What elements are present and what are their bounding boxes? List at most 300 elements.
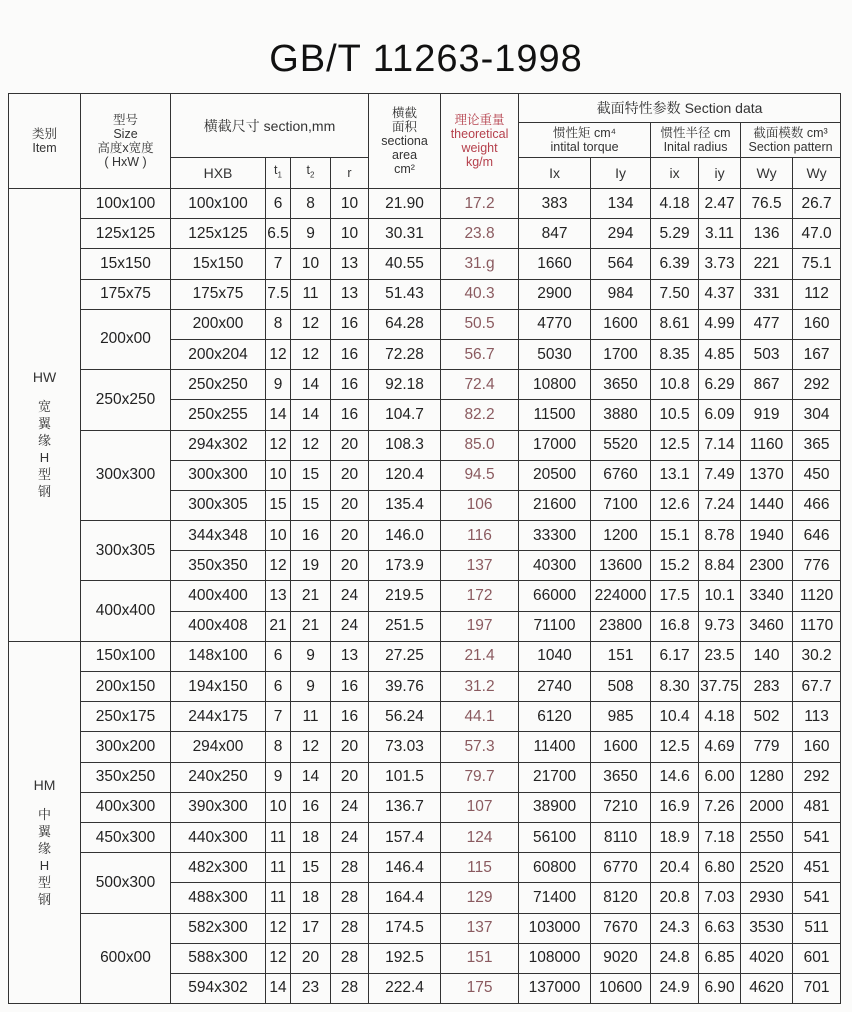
- cell-wx: 477: [741, 309, 793, 339]
- cell-wx: 136: [741, 219, 793, 249]
- cell-t2: 21: [291, 581, 331, 611]
- cell-ix: 1660: [519, 249, 591, 279]
- cell-iy: 5520: [591, 430, 651, 460]
- cell-r: 28: [331, 943, 369, 973]
- cell-ix: 4.18: [651, 189, 699, 219]
- cell-area: 222.4: [369, 973, 441, 1003]
- cell-r: 16: [331, 702, 369, 732]
- cell-size: 175x75: [81, 279, 171, 309]
- cell-t2: 14: [291, 762, 331, 792]
- group-char: 钢: [37, 891, 51, 907]
- header-inertia-en: intital torque: [550, 140, 619, 154]
- cell-r: 16: [331, 370, 369, 400]
- cell-hxb: 488x300: [171, 883, 266, 913]
- cell-hxb: 300x300: [171, 460, 266, 490]
- cell-size: 350x250: [81, 762, 171, 792]
- cell-wy: 160: [793, 309, 841, 339]
- header-area-en1: sectiona: [381, 134, 428, 148]
- header-t2-sub: 2: [310, 170, 315, 180]
- cell-iy: 8120: [591, 883, 651, 913]
- header-section-mm: 横截尺寸 section,mm: [171, 94, 369, 158]
- cell-iy: 6.29: [699, 370, 741, 400]
- cell-ix: 20.4: [651, 853, 699, 883]
- cell-wx: 919: [741, 400, 793, 430]
- cell-wy: 450: [793, 460, 841, 490]
- cell-iy: 10600: [591, 973, 651, 1003]
- cell-iy: 4.18: [699, 702, 741, 732]
- cell-wy: 701: [793, 973, 841, 1003]
- cell-hxb: 100x100: [171, 189, 266, 219]
- cell-wy: 511: [793, 913, 841, 943]
- cell-iy: 4.69: [699, 732, 741, 762]
- cell-weight: 44.1: [441, 702, 519, 732]
- cell-t2: 10: [291, 249, 331, 279]
- cell-iy: 134: [591, 189, 651, 219]
- cell-size: 400x400: [81, 581, 171, 641]
- cell-iy: 7.03: [699, 883, 741, 913]
- cell-wy: 167: [793, 339, 841, 369]
- table-row: [9, 249, 841, 279]
- cell-wx: 3530: [741, 913, 793, 943]
- table-row: [9, 219, 841, 249]
- cell-iy: 10.1: [699, 581, 741, 611]
- header-size-dims-en: ( HxW ): [104, 155, 147, 169]
- cell-r: 24: [331, 611, 369, 641]
- cell-r: 13: [331, 249, 369, 279]
- cell-t2: 8: [291, 189, 331, 219]
- cell-area: 120.4: [369, 460, 441, 490]
- cell-t2: 9: [291, 219, 331, 249]
- cell-hxb: 588x300: [171, 943, 266, 973]
- cell-t1: 7: [266, 702, 291, 732]
- cell-t1: 12: [266, 551, 291, 581]
- cell-r: 28: [331, 853, 369, 883]
- cell-hxb: 200x00: [171, 309, 266, 339]
- cell-wy: 26.7: [793, 189, 841, 219]
- cell-ix: 11400: [519, 732, 591, 762]
- cell-wy: 481: [793, 792, 841, 822]
- cell-t1: 9: [266, 370, 291, 400]
- cell-iy: 4.85: [699, 339, 741, 369]
- cell-ix: 8.35: [651, 339, 699, 369]
- cell-iy: 23800: [591, 611, 651, 641]
- header-radius: [651, 123, 741, 158]
- cell-wy: 776: [793, 551, 841, 581]
- cell-wy: 541: [793, 822, 841, 852]
- cell-iy: 984: [591, 279, 651, 309]
- table-row: [9, 913, 841, 943]
- group-label-hm: [9, 641, 81, 1003]
- cell-wy: 365: [793, 430, 841, 460]
- cell-t2: 19: [291, 551, 331, 581]
- cell-ix: 2900: [519, 279, 591, 309]
- group-char: 宽: [37, 399, 51, 415]
- cell-weight: 82.2: [441, 400, 519, 430]
- cell-area: 108.3: [369, 430, 441, 460]
- header-r: r: [331, 158, 369, 189]
- cell-iy: 3650: [591, 762, 651, 792]
- cell-wx: 867: [741, 370, 793, 400]
- cell-iy: 8110: [591, 822, 651, 852]
- cell-ix: 11500: [519, 400, 591, 430]
- cell-ix: 15.1: [651, 521, 699, 551]
- cell-area: 164.4: [369, 883, 441, 913]
- cell-hxb: 148x100: [171, 641, 266, 671]
- cell-t1: 7: [266, 249, 291, 279]
- cell-weight: 31.2: [441, 672, 519, 702]
- cell-t2: 16: [291, 521, 331, 551]
- cell-wy: 75.1: [793, 249, 841, 279]
- group-char: 钢: [37, 484, 51, 500]
- cell-hxb: 294x00: [171, 732, 266, 762]
- cell-ix: 40300: [519, 551, 591, 581]
- cell-ix: 18.9: [651, 822, 699, 852]
- cell-t1: 6: [266, 672, 291, 702]
- cell-weight: 151: [441, 943, 519, 973]
- cell-t1: 15: [266, 490, 291, 520]
- cell-iy: 7.14: [699, 430, 741, 460]
- cell-wy: 292: [793, 370, 841, 400]
- header-section-data: 截面特性参数 Section data: [519, 94, 841, 123]
- cell-area: 51.43: [369, 279, 441, 309]
- cell-iy: 7.26: [699, 792, 741, 822]
- cell-ix: 10800: [519, 370, 591, 400]
- cell-wx: 331: [741, 279, 793, 309]
- group-char: 翼: [37, 416, 51, 432]
- cell-area: 56.24: [369, 702, 441, 732]
- table-header: [9, 94, 841, 189]
- cell-wy: 113: [793, 702, 841, 732]
- group-char: 型: [37, 874, 51, 890]
- cell-ix: 10.4: [651, 702, 699, 732]
- cell-iy: 7.18: [699, 822, 741, 852]
- cell-t1: 21: [266, 611, 291, 641]
- cell-ix: 15.2: [651, 551, 699, 581]
- table-row: [9, 279, 841, 309]
- header-Ix: Ix: [519, 158, 591, 189]
- cell-ix: 16.9: [651, 792, 699, 822]
- cell-area: 251.5: [369, 611, 441, 641]
- cell-iy: 23.5: [699, 641, 741, 671]
- cell-weight: 129: [441, 883, 519, 913]
- cell-ix: 21600: [519, 490, 591, 520]
- cell-r: 20: [331, 430, 369, 460]
- cell-wx: 1280: [741, 762, 793, 792]
- cell-wy: 451: [793, 853, 841, 883]
- cell-iy: 1700: [591, 339, 651, 369]
- cell-ix: 33300: [519, 521, 591, 551]
- cell-size: 200x150: [81, 672, 171, 702]
- cell-area: 173.9: [369, 551, 441, 581]
- cell-r: 28: [331, 883, 369, 913]
- cell-wy: 30.2: [793, 641, 841, 671]
- cell-ix: 6.39: [651, 249, 699, 279]
- cell-iy: 3650: [591, 370, 651, 400]
- header-area: [369, 94, 441, 189]
- cell-area: 192.5: [369, 943, 441, 973]
- cell-iy: 7670: [591, 913, 651, 943]
- cell-wy: 47.0: [793, 219, 841, 249]
- cell-t2: 12: [291, 430, 331, 460]
- cell-hxb: 400x400: [171, 581, 266, 611]
- cell-r: 10: [331, 189, 369, 219]
- cell-weight: 57.3: [441, 732, 519, 762]
- table-row: [9, 370, 841, 400]
- cell-iy: 6760: [591, 460, 651, 490]
- cell-ix: 2740: [519, 672, 591, 702]
- cell-t1: 12: [266, 943, 291, 973]
- header-area-cn1: 横截: [392, 106, 418, 120]
- cell-area: 73.03: [369, 732, 441, 762]
- cell-size: 300x200: [81, 732, 171, 762]
- cell-r: 20: [331, 551, 369, 581]
- steel-spec-table: [8, 93, 841, 1004]
- group-char: H: [39, 450, 50, 466]
- cell-ix: 56100: [519, 822, 591, 852]
- cell-t2: 12: [291, 309, 331, 339]
- header-area-en2: area: [392, 148, 418, 162]
- cell-t2: 15: [291, 460, 331, 490]
- cell-weight: 17.2: [441, 189, 519, 219]
- cell-iy: 1600: [591, 732, 651, 762]
- cell-t2: 14: [291, 400, 331, 430]
- cell-weight: 79.7: [441, 762, 519, 792]
- cell-wx: 1160: [741, 430, 793, 460]
- cell-hxb: 194x150: [171, 672, 266, 702]
- cell-weight: 116: [441, 521, 519, 551]
- cell-area: 174.5: [369, 913, 441, 943]
- cell-weight: 197: [441, 611, 519, 641]
- cell-t1: 10: [266, 460, 291, 490]
- cell-area: 135.4: [369, 490, 441, 520]
- cell-t2: 12: [291, 339, 331, 369]
- cell-area: 219.5: [369, 581, 441, 611]
- header-area-unit: cm²: [394, 162, 415, 176]
- cell-hxb: 482x300: [171, 853, 266, 883]
- header-inertia: [519, 123, 651, 158]
- cell-ix: 108000: [519, 943, 591, 973]
- cell-t1: 8: [266, 309, 291, 339]
- cell-ix: 5030: [519, 339, 591, 369]
- cell-ix: 24.9: [651, 973, 699, 1003]
- cell-r: 28: [331, 913, 369, 943]
- cell-t1: 12: [266, 913, 291, 943]
- cell-weight: 124: [441, 822, 519, 852]
- cell-t1: 6: [266, 641, 291, 671]
- cell-area: 21.90: [369, 189, 441, 219]
- cell-size: 500x300: [81, 853, 171, 913]
- cell-ix: 8.61: [651, 309, 699, 339]
- cell-iy: 8.84: [699, 551, 741, 581]
- cell-weight: 21.4: [441, 641, 519, 671]
- cell-hxb: 240x250: [171, 762, 266, 792]
- cell-wy: 646: [793, 521, 841, 551]
- header-item: [9, 94, 81, 189]
- cell-wy: 1120: [793, 581, 841, 611]
- cell-size: 125x125: [81, 219, 171, 249]
- cell-iy: 6.00: [699, 762, 741, 792]
- cell-size: 15x150: [81, 249, 171, 279]
- cell-area: 72.28: [369, 339, 441, 369]
- group-char: 缘: [37, 840, 51, 856]
- cell-hxb: 294x302: [171, 430, 266, 460]
- cell-t1: 6: [266, 189, 291, 219]
- cell-t2: 9: [291, 641, 331, 671]
- cell-iy: 2.47: [699, 189, 741, 219]
- cell-ix: 24.8: [651, 943, 699, 973]
- header-t1-label: t: [274, 163, 278, 178]
- cell-wx: 2550: [741, 822, 793, 852]
- header-t1-sub: 1: [277, 170, 282, 180]
- group-char: H: [39, 857, 50, 873]
- cell-t1: 10: [266, 792, 291, 822]
- page-title: GB/T 11263-1998: [269, 38, 583, 80]
- cell-t1: 12: [266, 430, 291, 460]
- table-row: [9, 189, 841, 219]
- cell-size: 300x300: [81, 430, 171, 521]
- cell-r: 13: [331, 641, 369, 671]
- cell-weight: 106: [441, 490, 519, 520]
- cell-t1: 13: [266, 581, 291, 611]
- header-size-en: Size: [113, 127, 138, 141]
- cell-hxb: 200x204: [171, 339, 266, 369]
- header-modulus-cn: 截面模数 cm³: [753, 126, 828, 140]
- cell-hxb: 594x302: [171, 973, 266, 1003]
- cell-ix: 17000: [519, 430, 591, 460]
- cell-hxb: 344x348: [171, 521, 266, 551]
- cell-wy: 601: [793, 943, 841, 973]
- cell-weight: 137: [441, 551, 519, 581]
- header-radius-en: Inital radius: [663, 140, 728, 154]
- cell-wx: 4020: [741, 943, 793, 973]
- cell-hxb: 582x300: [171, 913, 266, 943]
- cell-r: 16: [331, 309, 369, 339]
- cell-wy: 1170: [793, 611, 841, 641]
- header-weight-en2: weight: [461, 141, 498, 155]
- cell-t2: 15: [291, 490, 331, 520]
- cell-wx: 76.5: [741, 189, 793, 219]
- cell-hxb: 390x300: [171, 792, 266, 822]
- cell-weight: 40.3: [441, 279, 519, 309]
- header-wy2: Wy: [793, 158, 841, 189]
- cell-ix: 8.30: [651, 672, 699, 702]
- cell-wx: 2300: [741, 551, 793, 581]
- header-radius-cn: 惯性半径 cm: [660, 126, 731, 140]
- cell-t1: 7.5: [266, 279, 291, 309]
- cell-t1: 11: [266, 853, 291, 883]
- cell-hxb: 175x75: [171, 279, 266, 309]
- cell-t1: 14: [266, 400, 291, 430]
- cell-t1: 11: [266, 822, 291, 852]
- cell-iy: 224000: [591, 581, 651, 611]
- cell-iy: 7100: [591, 490, 651, 520]
- cell-iy: 6.85: [699, 943, 741, 973]
- header-t1: [266, 158, 291, 189]
- header-weight-cn: 理论重量: [454, 113, 505, 127]
- header-weight: [441, 94, 519, 189]
- header-modulus: [741, 123, 841, 158]
- cell-ix: 103000: [519, 913, 591, 943]
- table-row: [9, 762, 841, 792]
- cell-iy: 9.73: [699, 611, 741, 641]
- cell-ix: 71100: [519, 611, 591, 641]
- cell-iy: 7.24: [699, 490, 741, 520]
- cell-ix: 13.1: [651, 460, 699, 490]
- cell-iy: 37.75: [699, 672, 741, 702]
- cell-ix: 12.5: [651, 430, 699, 460]
- cell-t1: 14: [266, 973, 291, 1003]
- cell-area: 157.4: [369, 822, 441, 852]
- cell-iy: 151: [591, 641, 651, 671]
- cell-ix: 137000: [519, 973, 591, 1003]
- cell-iy: 564: [591, 249, 651, 279]
- cell-ix: 10.5: [651, 400, 699, 430]
- cell-wx: 779: [741, 732, 793, 762]
- cell-r: 24: [331, 581, 369, 611]
- cell-r: 16: [331, 339, 369, 369]
- cell-weight: 137: [441, 913, 519, 943]
- cell-t2: 11: [291, 702, 331, 732]
- cell-size: 600x00: [81, 913, 171, 1004]
- cell-weight: 107: [441, 792, 519, 822]
- cell-ix: 24.3: [651, 913, 699, 943]
- header-modulus-en: Section pattern: [748, 140, 833, 154]
- header-size: [81, 94, 171, 189]
- cell-iy: 6770: [591, 853, 651, 883]
- cell-t1: 8: [266, 732, 291, 762]
- cell-size: 300x305: [81, 521, 171, 581]
- table-row: [9, 822, 841, 852]
- group-char: 型: [37, 467, 51, 483]
- header-size-dims-cn: 高度x宽度: [97, 141, 154, 155]
- cell-wy: 304: [793, 400, 841, 430]
- cell-hxb: 350x350: [171, 551, 266, 581]
- cell-r: 20: [331, 762, 369, 792]
- cell-ix: 71400: [519, 883, 591, 913]
- cell-wx: 140: [741, 641, 793, 671]
- cell-area: 104.7: [369, 400, 441, 430]
- cell-t2: 20: [291, 943, 331, 973]
- cell-wx: 2000: [741, 792, 793, 822]
- header-Iy: Iy: [591, 158, 651, 189]
- cell-hxb: 250x255: [171, 400, 266, 430]
- cell-iy: 3.73: [699, 249, 741, 279]
- cell-ix: 20500: [519, 460, 591, 490]
- cell-iy: 3.11: [699, 219, 741, 249]
- cell-size: 100x100: [81, 189, 171, 219]
- table-row: [9, 792, 841, 822]
- cell-wx: 502: [741, 702, 793, 732]
- cell-ix: 14.6: [651, 762, 699, 792]
- header-ix: ix: [651, 158, 699, 189]
- cell-area: 136.7: [369, 792, 441, 822]
- cell-area: 40.55: [369, 249, 441, 279]
- cell-ix: 16.8: [651, 611, 699, 641]
- cell-ix: 4770: [519, 309, 591, 339]
- cell-ix: 12.6: [651, 490, 699, 520]
- cell-weight: 172: [441, 581, 519, 611]
- table-row: [9, 309, 841, 339]
- cell-area: 92.18: [369, 370, 441, 400]
- header-size-cn: 型号: [112, 113, 138, 127]
- cell-r: 20: [331, 732, 369, 762]
- header-wy1: Wy: [741, 158, 793, 189]
- cell-ix: 17.5: [651, 581, 699, 611]
- cell-t1: 12: [266, 339, 291, 369]
- cell-wx: 283: [741, 672, 793, 702]
- cell-ix: 10.8: [651, 370, 699, 400]
- header-hxb: HXB: [171, 158, 266, 189]
